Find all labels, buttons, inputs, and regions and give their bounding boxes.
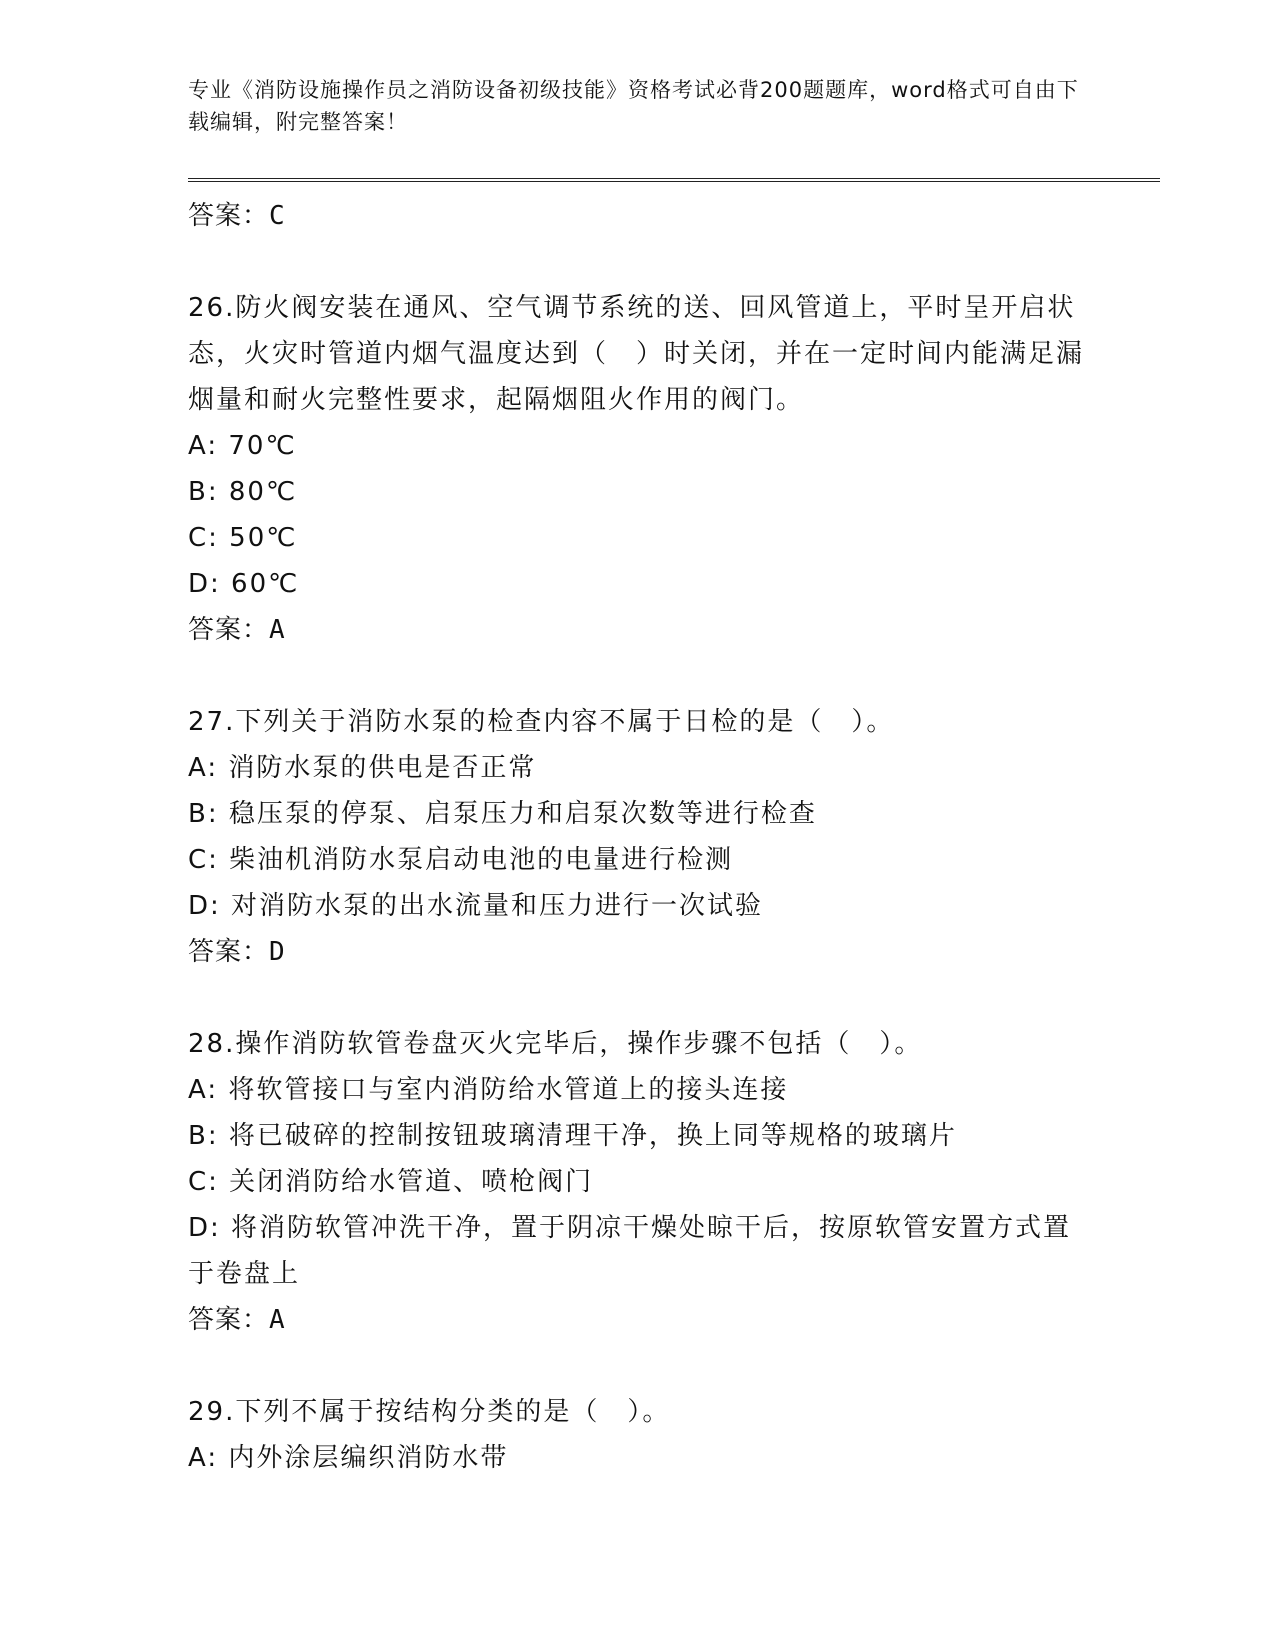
question-stem: 27.下列关于消防水泵的检查内容不属于日检的是（ ）。	[188, 707, 895, 737]
question-29	[188, 1389, 1088, 1481]
question-26	[188, 285, 1088, 653]
answer-label: 答案：	[188, 1305, 270, 1335]
option-a: A: 消防水泵的供电是否正常	[188, 753, 537, 783]
answer-value: A	[269, 615, 286, 645]
answer-label: 答案：	[188, 201, 270, 231]
answer-value: D	[269, 937, 286, 967]
answer-label: 答案：	[188, 615, 270, 645]
option-d: D: 对消防水泵的出水流量和压力进行一次试验	[188, 891, 764, 921]
option-b: B: 80℃	[188, 477, 298, 507]
option-d: D: 60℃	[188, 569, 300, 599]
answer-value: A	[269, 1305, 286, 1335]
option-c: C: 50℃	[188, 523, 298, 553]
option-b: B: 稳压泵的停泵、启泵压力和启泵次数等进行检查	[188, 799, 817, 829]
option-a: A: 70℃	[188, 431, 297, 461]
option-a: A: 内外涂层编织消防水带	[188, 1443, 509, 1473]
question-27	[188, 699, 1088, 975]
option-a: A: 将软管接口与室内消防给水管道上的接头连接	[188, 1075, 789, 1105]
question-28	[188, 1021, 1088, 1343]
answer-line	[188, 929, 1088, 975]
answer-line	[188, 607, 1088, 653]
question-stem: 26.防火阀安装在通风、空气调节系统的送、回风管道上，平时呈开启状态，火灾时管道内烟气温度达到（ ）时关闭，并在一定时间内能满足漏烟量和耐火完整性要求，起隔烟阻火作用的阀门。	[188, 293, 1085, 415]
answer-value: C	[269, 201, 286, 231]
option-c: C: 柴油机消防水泵启动电池的电量进行检测	[188, 845, 734, 875]
header-divider	[188, 178, 1160, 182]
page-header: 专业《消防设施操作员之消防设备初级技能》资格考试必背200题题库，word格式可自由下载编辑，附完整答案！	[188, 78, 1079, 134]
option-c: C: 关闭消防给水管道、喷枪阀门	[188, 1167, 594, 1197]
answer-line-25	[188, 193, 1088, 239]
document-body	[188, 193, 1088, 1481]
option-b: B: 将已破碎的控制按钮玻璃清理干净，换上同等规格的玻璃片	[188, 1121, 957, 1151]
answer-label: 答案：	[188, 937, 270, 967]
question-stem: 28.操作消防软管卷盘灭火完毕后，操作步骤不包括（ ）。	[188, 1029, 923, 1059]
question-stem: 29.下列不属于按结构分类的是（ ）。	[188, 1397, 671, 1427]
answer-line	[188, 1297, 1088, 1343]
option-d: D: 将消防软管冲洗干净，置于阴凉干燥处晾干后，按原软管安置方式置于卷盘上	[188, 1213, 1072, 1289]
